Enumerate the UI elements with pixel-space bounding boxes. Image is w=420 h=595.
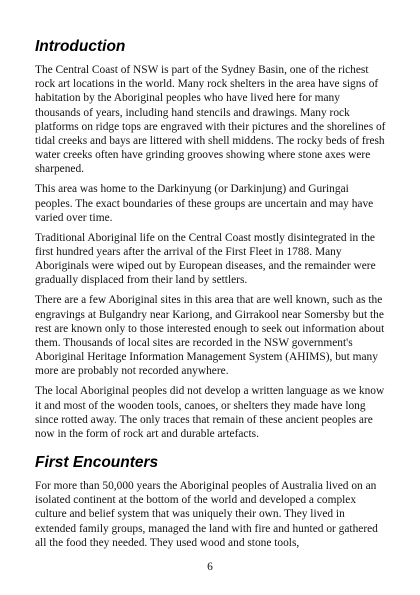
page-number: 6 <box>207 561 213 573</box>
section-heading-first-encounters: First Encounters <box>35 454 159 472</box>
page-content <box>35 38 387 556</box>
paragraph-intro-5: The local Aboriginal peoples did not develop a written language as we know it and most of the wooden tools, canoes, or shelters they made have long since rotted away. The only traces that remain of these ancient peoples are now in the form of rock art and durable artefacts. <box>35 385 385 441</box>
paragraph-intro-1: The Central Coast of NSW is part of the Sydney Basin, one of the richest rock art locations in the world. Many rock shelters in the area have signs of habitation by the Aboriginal peoples who have lived here for many thousands of years, including hand stencils and drawings. Many rock platforms on ridge tops are engraved with their pictures and the shorelines of tidal creeks and bays are littered with shell middens. The rocky beds of fresh water creeks often have grinding grooves showing where stone axes were sharpened. <box>35 64 386 176</box>
paragraph-intro-2: This area was home to the Darkinyung (or Darkinjung) and Guringai peoples. The exact boundaries of these groups are uncertain and may have varied over time. <box>35 183 374 224</box>
paragraph-intro-3: Traditional Aboriginal life on the Central Coast mostly disintegrated in the first hundred years after the arrival of the First Fleet in 1788. Many Aboriginals were wiped out by European diseases, and the remainder were gradually displaced from their land by settlers. <box>35 231 376 287</box>
paragraph-intro-4: There are a few Aboriginal sites in this area that are well known, such as the engravings at Bulgandry near Kariong, and Girrakool near Somersby but the rest are known only to those interested enough to seek out information about them. Thousands of local sites are recorded in the NSW government's Aboriginal Heritage Information Management System (AHIMS), but many more are probably not recorded anywhere. <box>35 294 385 378</box>
section-heading-introduction: Introduction <box>35 38 126 55</box>
paragraph-first-encounters-1: For more than 50,000 years the Aboriginal peoples of Australia lived on an isolated continent at the bottom of the world and developed a complex culture and belief system that was uniquely their own. They lived in extended family groups, managed the land with fire and hunted or gathered all the food they needed. They used wood and stone tools, <box>35 480 378 549</box>
section-spacer <box>35 447 387 454</box>
